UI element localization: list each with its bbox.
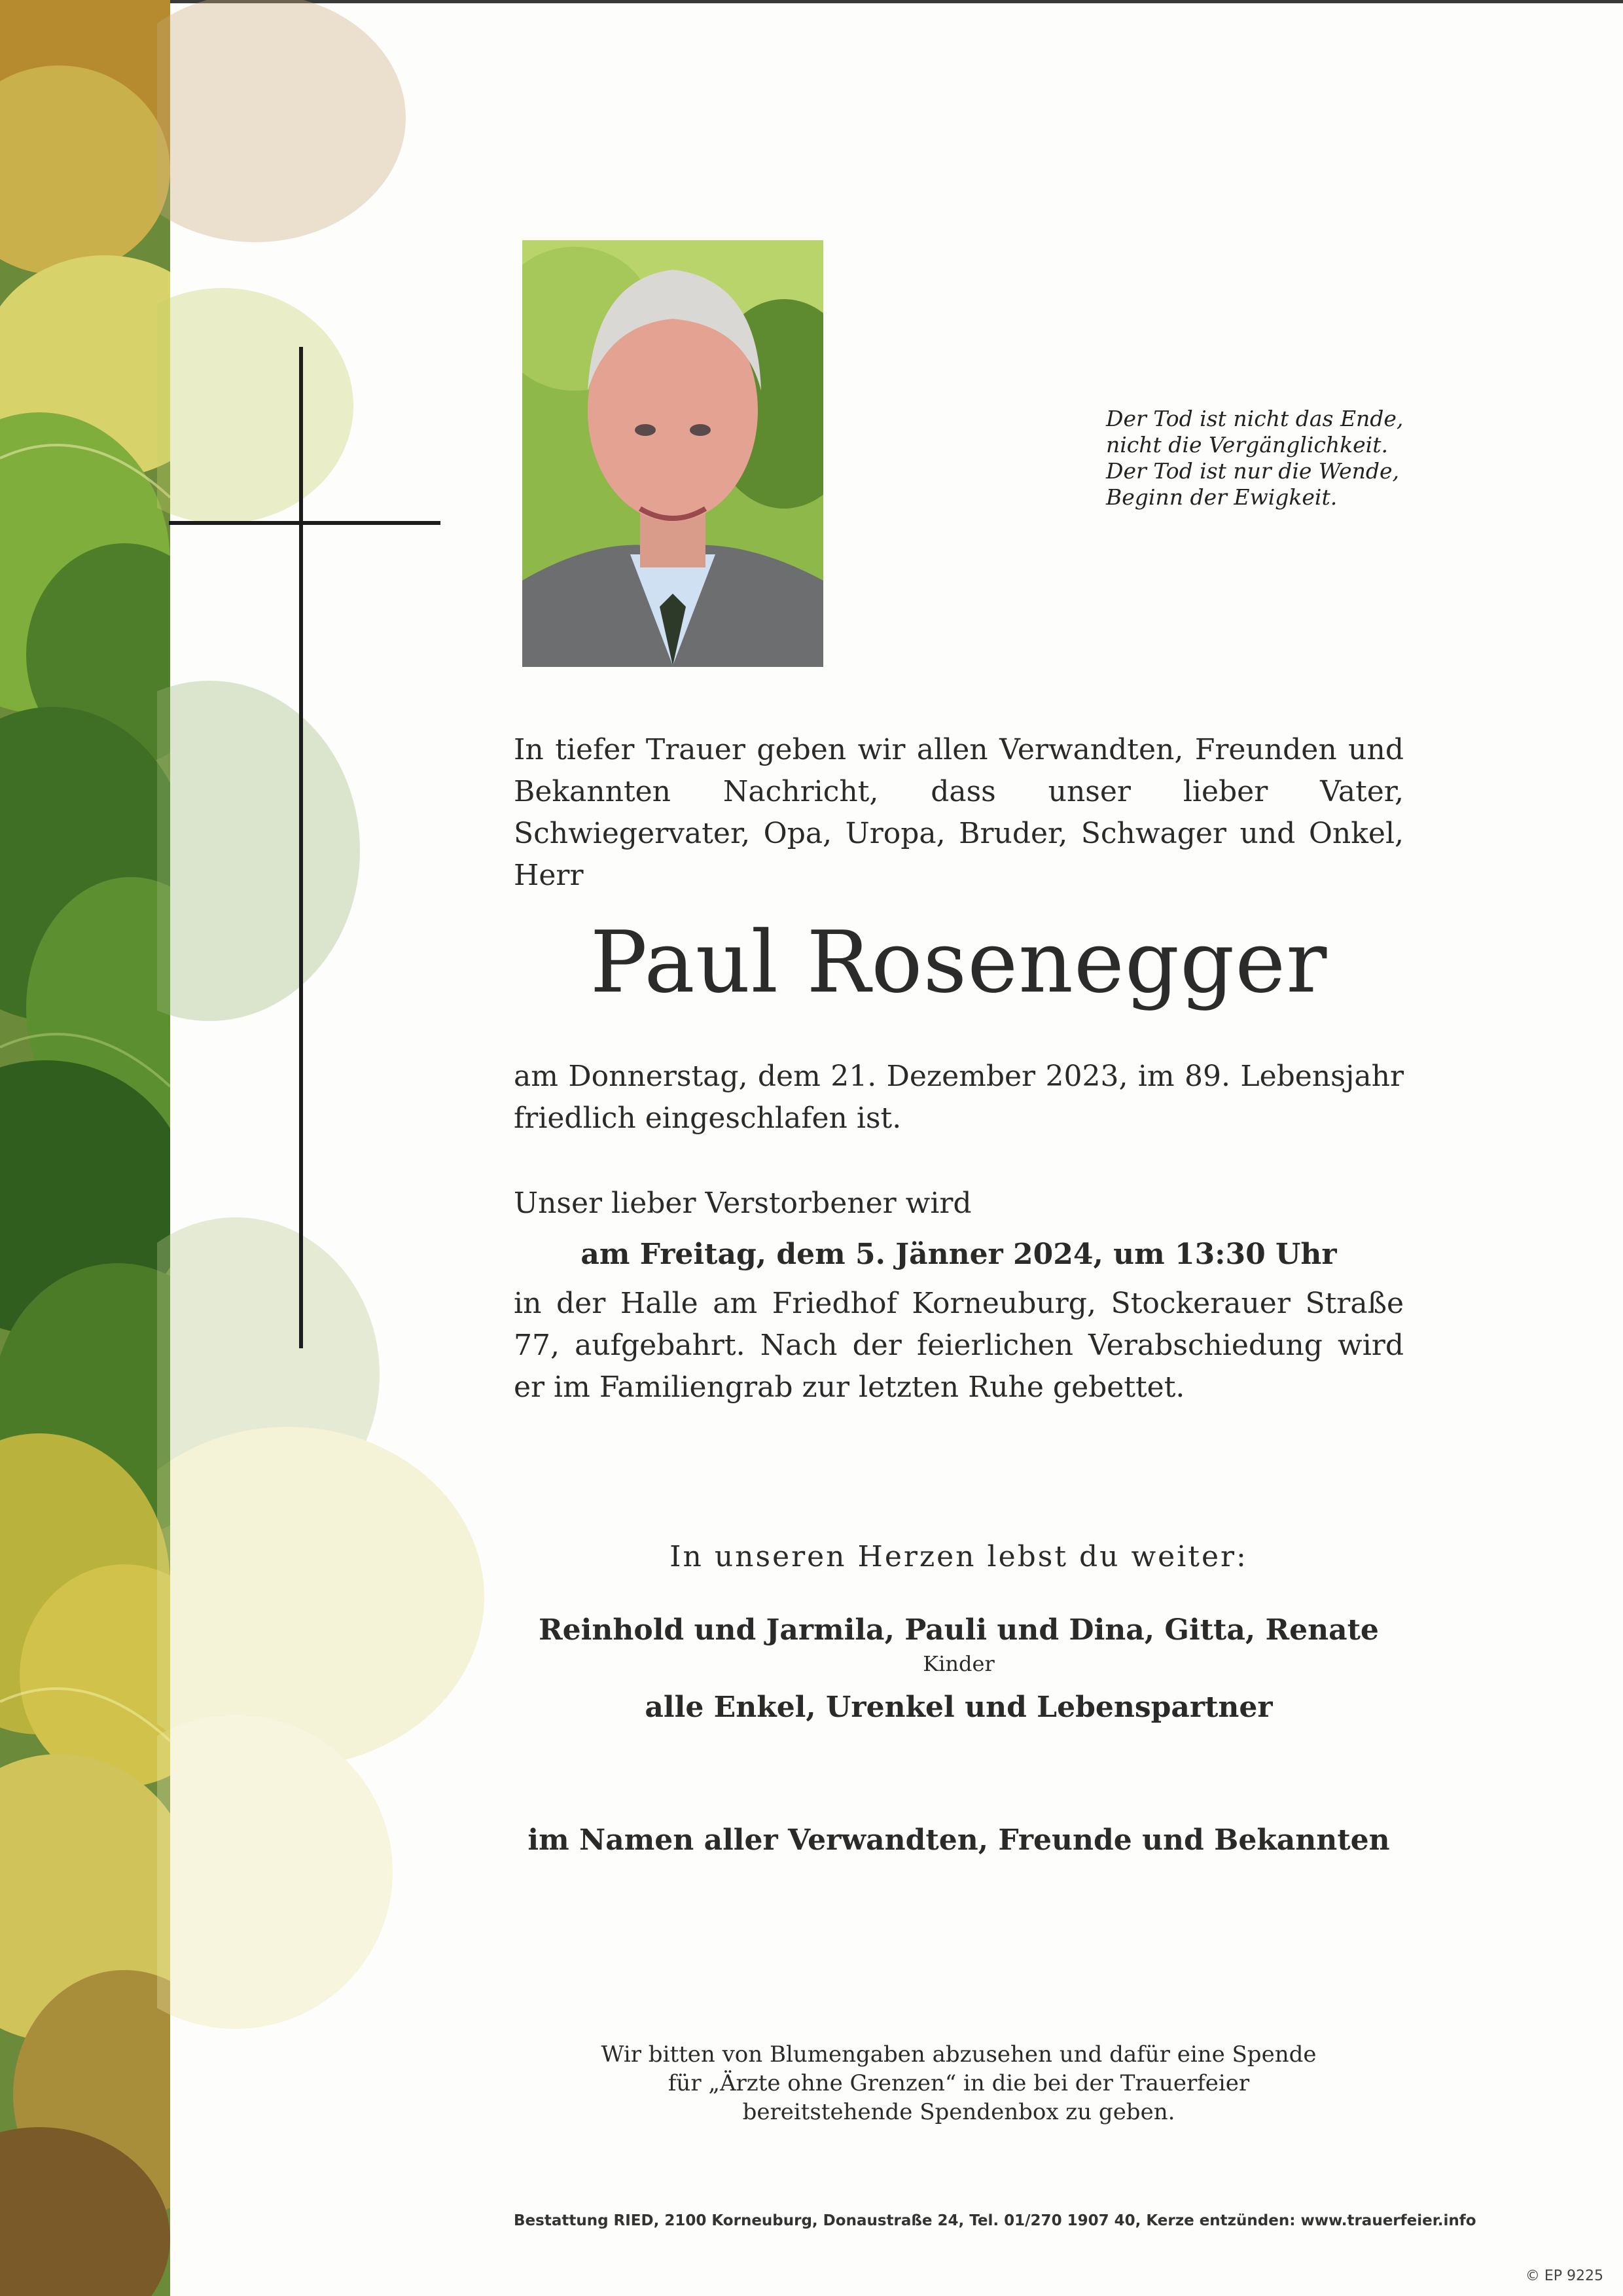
- portrait-graphic: [522, 240, 823, 667]
- quote-line: Der Tod ist nicht das Ende,: [1106, 406, 1404, 431]
- quote-line: nicht die Vergänglichkeit.: [1106, 432, 1388, 457]
- donation-line: Wir bitten von Blumengaben abzusehen und dafür eine Spende: [601, 2041, 1317, 2068]
- grandchildren-line: alle Enkel, Urenkel und Lebenspartner: [645, 1691, 1273, 1724]
- donation-note: [514, 2040, 1404, 2126]
- cross-vertical-bar: [299, 347, 303, 1348]
- funeral-date: am Freitag, dem 5. Jänner 2024, um 13:30 Uhr: [580, 1238, 1337, 1271]
- funeral-home-footer: Bestattung RIED, 2100 Korneuburg, Donaustraße 24, Tel. 01/270 1907 40, Kerze entzünden: www.trauerfeier.info: [514, 2212, 1476, 2229]
- children-label: Kinder: [923, 1651, 995, 1676]
- quote-line: Der Tod ist nur die Wende,: [1106, 458, 1400, 484]
- donation-line: bereitstehende Spendenbox zu geben.: [742, 2099, 1175, 2125]
- death-details: am Donnerstag, dem 21. Dezember 2023, im 89. Lebensjahr friedlich eingeschlafen ist.: [514, 1060, 1404, 1135]
- deceased-name: Paul Rosenegger: [590, 912, 1328, 1012]
- relatives-line: im Namen aller Verwandten, Freunde und Bekannten: [527, 1823, 1390, 1857]
- print-code: © EP 9225: [1525, 2268, 1603, 2284]
- mourners-heading: In unseren Herzen lebst du weiter:: [669, 1540, 1248, 1573]
- funeral-place: in der Halle am Friedhof Korneuburg, Stockerauer Straße 77, aufgebahrt. Nach der feierlichen Verabschiedung wird er im Familiengrab zur letzten Ruhe gebettet.: [514, 1287, 1404, 1404]
- children-names: Reinhold und Jarmila, Pauli und Dina, Gitta, Renate: [539, 1613, 1379, 1647]
- funeral-intro: Unser lieber Verstorbener wird: [514, 1187, 972, 1220]
- cross-horizontal-bar: [169, 521, 440, 525]
- leaf-fade-graphic: [157, 0, 524, 2296]
- portrait-photo: [522, 240, 823, 667]
- donation-line: für „Ärzte ohne Grenzen“ in die bei der Trauerfeier: [668, 2070, 1250, 2096]
- announcement-intro: In tiefer Trauer geben wir allen Verwandten, Freunden und Bekannten Nachricht, dass unser lieber Vater, Schwiegervater, Opa, Uropa, Bruder, Schwager und Onkel, Herr: [514, 733, 1404, 892]
- quote-line: Beginn der Ewigkeit.: [1106, 484, 1338, 510]
- leaf-strip-graphic: [0, 0, 170, 2296]
- leaf-fade-decoration: [157, 0, 524, 2296]
- quote-block: [1106, 406, 1499, 511]
- leaf-decoration: [0, 0, 170, 2296]
